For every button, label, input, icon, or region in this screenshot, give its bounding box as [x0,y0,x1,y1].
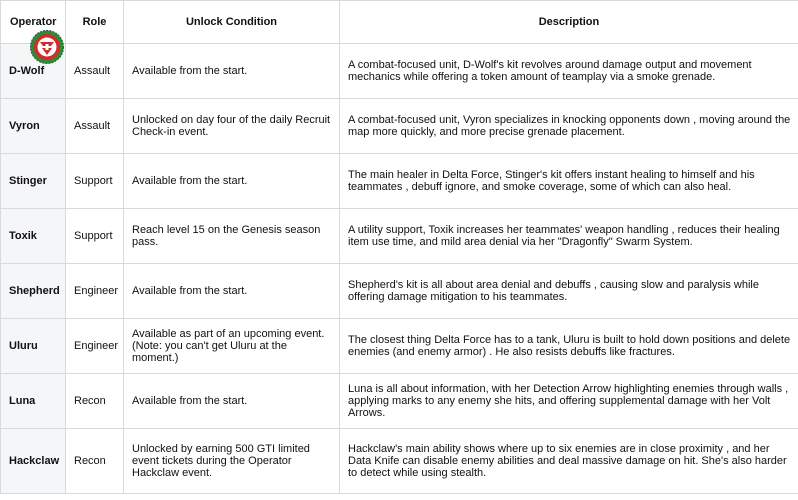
header-unlock-condition: Unlock Condition [124,1,340,44]
unlock-cell: Available from the start. [124,154,340,209]
table-row [1,209,798,264]
operator-cell: Shepherd [1,264,66,319]
unlock-cell: Available from the start. [124,264,340,319]
emblem-badge-icon [30,30,64,64]
header-operator: Operator [1,1,66,44]
unlock-cell: Reach level 15 on the Genesis season pass. [124,209,340,264]
role-cell: Assault [66,44,124,99]
operator-cell: Toxik [1,209,66,264]
role-cell: Recon [66,374,124,429]
table-row [1,99,798,154]
table-row [1,264,798,319]
role-cell: Support [66,209,124,264]
description-cell: The main healer in Delta Force, Stinger's kit offers instant healing to himself and his teammates , debuff ignore, and smoke coverage, some of which can also heal. [340,154,798,209]
unlock-cell: Unlocked by earning 500 GTI limited event tickets during the Operator Hackclaw event. [124,429,340,494]
role-cell: Engineer [66,319,124,374]
header-role: Role [66,1,124,44]
operator-cell: Luna [1,374,66,429]
operator-cell: D-Wolf [1,44,66,99]
role-cell: Engineer [66,264,124,319]
unlock-cell: Available from the start. [124,44,340,99]
table-row [1,44,798,99]
table-row [1,374,798,429]
table-row [1,154,798,209]
description-cell: Hackclaw's main ability shows where up to six enemies are in close proximity , and her Data Knife can disable enemy abilities and deal massive damage on hit. She's also harder to detect while using stealth. [340,429,798,494]
operator-cell: Uluru [1,319,66,374]
table-row [1,429,798,494]
unlock-cell: Available from the start. [124,374,340,429]
description-cell: Luna is all about information, with her Detection Arrow highlighting enemies through walls , applying marks to any enemy she hits, and offering supplemental damage with her Volt Arrows. [340,374,798,429]
description-cell: Shepherd's kit is all about area denial and debuffs , causing slow and paralysis while offering damage mitigation to his teammates. [340,264,798,319]
role-cell: Support [66,154,124,209]
table-row [1,319,798,374]
header-description: Description [340,1,798,44]
description-cell: A combat-focused unit, D-Wolf's kit revolves around damage output and movement mechanics while offering a token amount of teamplay via a smoke grenade. [340,44,798,99]
role-cell: Recon [66,429,124,494]
operator-cell: Hackclaw [1,429,66,494]
operator-cell: Stinger [1,154,66,209]
unlock-cell: Unlocked on day four of the daily Recruit Check-in event. [124,99,340,154]
description-cell: The closest thing Delta Force has to a tank, Uluru is built to hold down positions and delete enemies (and enemy armor) . He also resists debuffs like fractures. [340,319,798,374]
role-cell: Assault [66,99,124,154]
description-cell: A utility support, Toxik increases her teammates' weapon handling , reduces their healing item use time, and mild area denial via her "Dragonfly" Swarm System. [340,209,798,264]
operator-cell: Vyron [1,99,66,154]
unlock-cell: Available as part of an upcoming event. (Note: you can't get Uluru at the moment.) [124,319,340,374]
description-cell: A combat-focused unit, Vyron specializes in knocking opponents down , moving around the map more quickly, and more precise grenade placement. [340,99,798,154]
header-row [1,1,798,44]
